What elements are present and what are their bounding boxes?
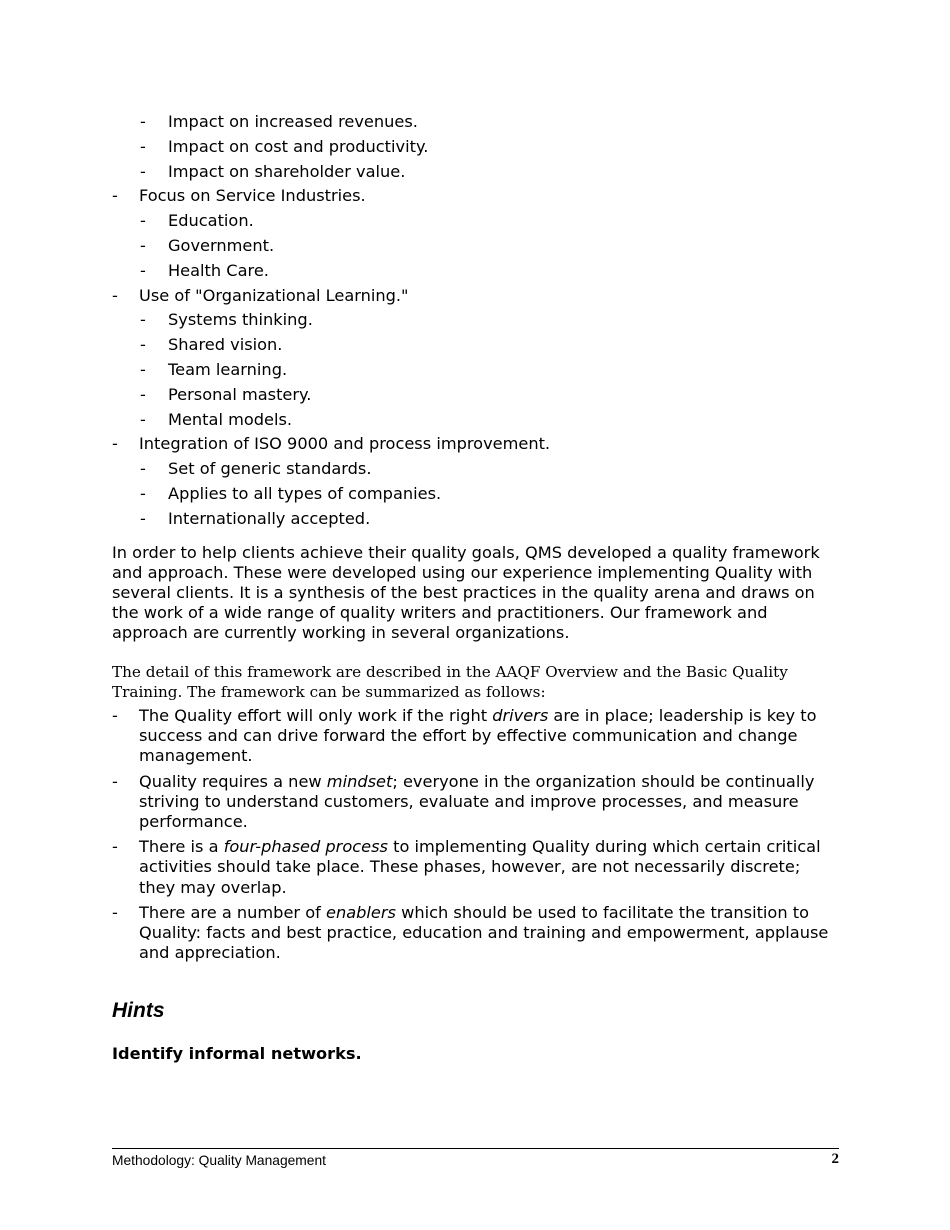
outline-item [112, 408, 840, 433]
framework-paragraph: The detail of this framework are described in the AAQF Overview and the Basic Quality Training. The framework can be summarized as follows: [112, 662, 788, 701]
bullet-dash: - [112, 902, 118, 922]
outline-item-text: Education. [168, 211, 254, 231]
outline-item [112, 184, 840, 209]
framework-point-emphasis: mindset [326, 771, 393, 791]
outline-item [112, 507, 840, 532]
outline-item-text: Set of generic standards. [168, 459, 372, 479]
framework-point [112, 903, 840, 964]
intro-paragraph: In order to help clients achieve their quality goals, QMS developed a quality framework and approach. These were developed using our experience implementing Quality with several clients. It is a synthesis of the best practices in the quality arena and draws on the work of a wide range of quality writers and practitioners. Our framework and approach are currently working in several organizations. [112, 542, 820, 643]
bullet-dash: - [112, 771, 118, 791]
framework-point-text: ; everyone in the organization should be continually striving to understand customers, evaluate and improve processes, and measure performance. [139, 771, 815, 831]
bullet-dash: - [140, 459, 146, 479]
outline-item [112, 457, 840, 482]
framework-point-emphasis: four-phased process [223, 837, 388, 857]
outline-item-text: Government. [168, 235, 275, 255]
bullet-dash: - [140, 161, 146, 181]
outline-item-text: Personal mastery. [168, 384, 312, 404]
framework-point-text: There are a number of [139, 902, 326, 922]
bullet-dash: - [112, 705, 118, 725]
framework-point [112, 772, 840, 833]
bullet-dash: - [140, 235, 146, 255]
outline-item-text: Health Care. [168, 260, 269, 280]
bullet-dash: - [140, 112, 146, 131]
outline-item [112, 135, 840, 160]
outline-item-text: Impact on cost and productivity. [168, 136, 429, 156]
framework-point-text: Quality requires a new [139, 771, 327, 791]
document-page [112, 110, 840, 1064]
outline-item [112, 259, 840, 284]
framework-point-text: which should be used to facilitate the transition to Quality: facts and best practice, education and training and empowerment, applause and appreciation. [139, 902, 829, 963]
framework-point-emphasis: drivers [492, 705, 549, 725]
hints-heading: Hints [112, 999, 165, 1023]
framework-point-text: There is a [139, 837, 224, 857]
outline-item [112, 383, 840, 408]
outline-item [112, 432, 840, 457]
outline-item [112, 234, 840, 259]
framework-point-text: are in place; leadership is key to success and can drive forward the effort by effective communication and change management. [139, 705, 817, 766]
outline-item-text: Use of "Organizational Learning." [139, 285, 409, 305]
outline-item-text: Systems thinking. [168, 310, 313, 330]
framework-point [112, 837, 840, 898]
outline-item [112, 209, 840, 234]
outline-item [112, 482, 840, 507]
outline-item-text: Mental models. [168, 409, 293, 429]
outline-item-text: Focus on Service Industries. [139, 186, 366, 206]
bullet-dash: - [112, 837, 118, 857]
page-number: 2 [831, 1151, 839, 1167]
outline-item [112, 308, 840, 333]
bullet-dash: - [140, 409, 146, 429]
bullet-dash: - [140, 260, 146, 280]
outline-item-text: Internationally accepted. [168, 508, 371, 528]
footer-divider [112, 1148, 839, 1149]
bullet-dash: - [140, 508, 146, 528]
outline-item [112, 284, 840, 309]
outline-item-text: Integration of ISO 9000 and process improvement. [139, 434, 551, 454]
outline-item-text: Impact on shareholder value. [168, 161, 406, 181]
framework-point [112, 706, 840, 767]
hints-subheading: Identify informal networks. [112, 1044, 362, 1064]
framework-point-text: to implementing Quality during which certain critical activities should take place. These phases, however, are not necessarily discrete; they may overlap. [139, 837, 821, 897]
outline-item [112, 110, 840, 135]
framework-points-list [112, 706, 840, 963]
outline-list [112, 110, 840, 532]
bullet-dash: - [140, 359, 146, 379]
bullet-dash: - [140, 211, 146, 231]
bullet-dash: - [140, 310, 146, 330]
outline-item-text: Impact on increased revenues. [168, 112, 418, 131]
footer-title: Methodology: Quality Management [112, 1153, 326, 1168]
framework-point-text: The Quality effort will only work if the right [139, 705, 493, 725]
bullet-dash: - [140, 483, 146, 503]
outline-item [112, 358, 840, 383]
bullet-dash: - [112, 434, 118, 454]
framework-point-emphasis: enablers [325, 902, 396, 922]
bullet-dash: - [140, 384, 146, 404]
outline-item-text: Shared vision. [168, 335, 283, 355]
bullet-dash: - [112, 186, 118, 206]
outline-item [112, 160, 840, 185]
outline-item-text: Applies to all types of companies. [168, 483, 442, 503]
outline-item-text: Team learning. [168, 359, 288, 379]
bullet-dash: - [140, 335, 146, 355]
outline-item [112, 333, 840, 358]
bullet-dash: - [140, 136, 146, 156]
bullet-dash: - [112, 285, 118, 305]
